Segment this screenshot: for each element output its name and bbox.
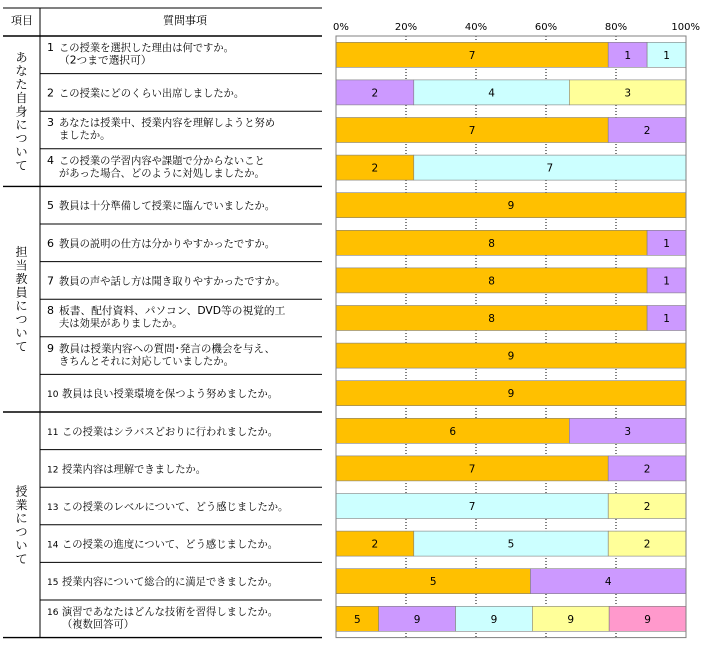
question-text-line: 教員は十分準備して授業に臨んでいましたか。 [59, 200, 280, 213]
bar-value-label: 2 [371, 87, 379, 100]
section-label-char: い [15, 144, 28, 159]
bar-value-label: 2 [643, 463, 651, 476]
bar-value-label: 7 [468, 463, 476, 476]
question-text-line: この授業を選択した理由は何ですか。 [59, 42, 238, 54]
bar-value-label: 9 [413, 613, 421, 626]
question-number: 7 [47, 274, 54, 288]
question-number: 14 [47, 540, 59, 551]
question-text-line: 授業内容について総合的に満足できましたか。 [62, 576, 283, 589]
question-row [47, 116, 280, 142]
section-labels [15, 50, 27, 565]
question-row [47, 342, 275, 368]
x-tick-label: 40% [464, 22, 488, 33]
question-number: 2 [47, 86, 54, 100]
bar-value-label: 2 [643, 538, 651, 551]
bar-value-label: 9 [567, 613, 575, 626]
section-label-char: な [15, 63, 28, 78]
bar-value-label: 1 [663, 237, 670, 250]
x-tick-label: 20% [394, 22, 418, 33]
question-number: 9 [47, 341, 54, 355]
bar-value-label: 9 [644, 613, 651, 626]
x-tick-label: 80% [604, 22, 628, 33]
question-row [47, 236, 280, 250]
question-row [47, 500, 293, 513]
question-number: 5 [47, 199, 54, 213]
question-number: 3 [47, 116, 54, 130]
question-text-line: あなたは授業中、授業内容を理解しようと努め [59, 117, 280, 130]
bar-value-label: 4 [488, 87, 495, 100]
question-number: 13 [47, 503, 59, 513]
section-label-char: 教 [15, 272, 28, 287]
question-text-line: （2つまで選択可） [59, 54, 150, 67]
bar-value-label: 8 [488, 313, 495, 325]
section-label-char: て [15, 158, 28, 173]
bar-value-label: 7 [546, 162, 554, 175]
question-row [47, 538, 283, 551]
bar-value-label: 6 [449, 425, 457, 438]
section-label-char: 担 [15, 245, 28, 260]
bar-value-label: 1 [663, 275, 670, 288]
bar-value-label: 5 [353, 613, 361, 626]
section-label-char: 業 [15, 497, 28, 512]
bar-value-label: 8 [488, 275, 495, 288]
question-text-line: この授業はシラバスどおりに行われましたか。 [62, 425, 283, 438]
question-row [47, 462, 209, 476]
section-label-char: つ [15, 131, 28, 146]
question-text-line: （複数回答可） [62, 618, 136, 631]
section-label-2 [15, 244, 27, 354]
bar-value-label: 5 [507, 538, 515, 551]
question-number: 6 [47, 236, 54, 250]
bar-value-label: 9 [507, 388, 515, 401]
section-label-char: 授 [15, 484, 28, 499]
x-tick-label: 100% [671, 22, 700, 33]
question-text-line: この授業のレベルについて、どう感じましたか。 [62, 501, 293, 513]
question-text-line: 教員の説明の仕方は分かりやすかったですか。 [59, 237, 280, 250]
bar-value-label: 3 [624, 425, 632, 438]
header-category: 項目 [11, 14, 33, 27]
question-row [47, 304, 286, 330]
question-text-line: この授業の進度について、どう感じましたか。 [62, 538, 283, 551]
question-row [47, 86, 248, 100]
section-label-char: て [15, 551, 28, 566]
bar-value-label: 9 [507, 350, 515, 363]
question-number: 12 [47, 465, 59, 476]
bar-value-label: 1 [624, 49, 632, 62]
question-number: 16 [47, 608, 59, 618]
question-number: 11 [47, 427, 59, 438]
section-label-char: に [15, 117, 28, 132]
question-row [47, 153, 269, 180]
bar-value-label: 1 [663, 49, 670, 62]
question-text-line: 夫は効果がありましたか。 [59, 317, 185, 330]
section-label-char: あ [15, 50, 28, 65]
question-text-line: 教員の声や話し方は聞き取りやすかったですか。 [59, 275, 290, 288]
question-row [47, 605, 283, 631]
bar-value-label: 2 [371, 162, 379, 175]
x-tick-label: 60% [534, 22, 558, 33]
bar-value-label: 7 [468, 49, 476, 62]
section-label-char: 員 [15, 285, 28, 300]
bar-value-label: 7 [468, 125, 476, 137]
question-row [47, 41, 238, 67]
section-label-char: て [15, 339, 28, 354]
question-number: 15 [47, 578, 59, 589]
question-number: 4 [47, 153, 54, 167]
bar-value-label: 2 [643, 125, 651, 137]
bar-value-label: 2 [643, 501, 651, 513]
section-label-char: に [15, 511, 28, 526]
section-label-char: 当 [15, 258, 28, 273]
bar-value-label: 2 [371, 538, 379, 551]
section-label-char: 自 [15, 90, 28, 105]
x-axis-ticks [333, 22, 700, 33]
bar-value-label: 4 [604, 576, 612, 589]
section-label-3 [15, 483, 27, 566]
section-label-char: い [15, 326, 28, 341]
question-text-line: 演習であなたはどんな技術を習得しましたか。 [62, 606, 283, 618]
bar-value-label: 3 [624, 87, 632, 100]
bar-value-label: 1 [663, 313, 670, 325]
x-tick-label: 0% [333, 22, 349, 33]
section-label-char: つ [15, 524, 28, 539]
question-text-line: この授業の学習内容や課題で分からないこと [59, 154, 269, 167]
section-label-char: た [15, 77, 28, 92]
section-label-char: い [15, 538, 28, 553]
question-text-line: きちんとそれに対応していましたか。 [59, 355, 238, 368]
question-text-line: この授業にどのくらい出席しましたか。 [59, 87, 248, 100]
bar-value-label: 7 [468, 501, 476, 513]
bar-value-label: 8 [488, 237, 495, 250]
section-label-1 [15, 50, 27, 172]
question-number: 8 [47, 304, 54, 318]
question-text-line: ましたか。 [59, 129, 111, 142]
question-row [47, 387, 283, 401]
bar-value-label: 9 [490, 613, 498, 626]
question-row [47, 274, 290, 288]
section-label-char: つ [15, 312, 28, 327]
question-list [47, 41, 293, 631]
section-label-char: に [15, 299, 28, 314]
question-text-line: 授業内容は理解できましたか。 [62, 463, 209, 476]
question-text-line: 教員は授業内容への質問･発言の機会を与え、 [59, 342, 275, 355]
question-row [47, 199, 280, 213]
question-text-line: 教員は良い授業環境を保つよう努めましたか。 [62, 388, 283, 401]
question-number: 1 [47, 41, 54, 54]
question-text-line: 板書、配付資料、パソコン、DVD等の視覚的工 [59, 305, 281, 318]
header-question: 質問事項 [163, 14, 207, 27]
bar-value-label: 5 [429, 576, 437, 589]
question-row [47, 575, 283, 589]
section-label-char: 身 [15, 104, 28, 119]
question-row [47, 425, 283, 438]
question-text-line: があった場合、どのように対処しましたか。 [59, 167, 269, 180]
bar-value-label: 9 [507, 200, 515, 213]
question-number: 10 [47, 390, 59, 401]
